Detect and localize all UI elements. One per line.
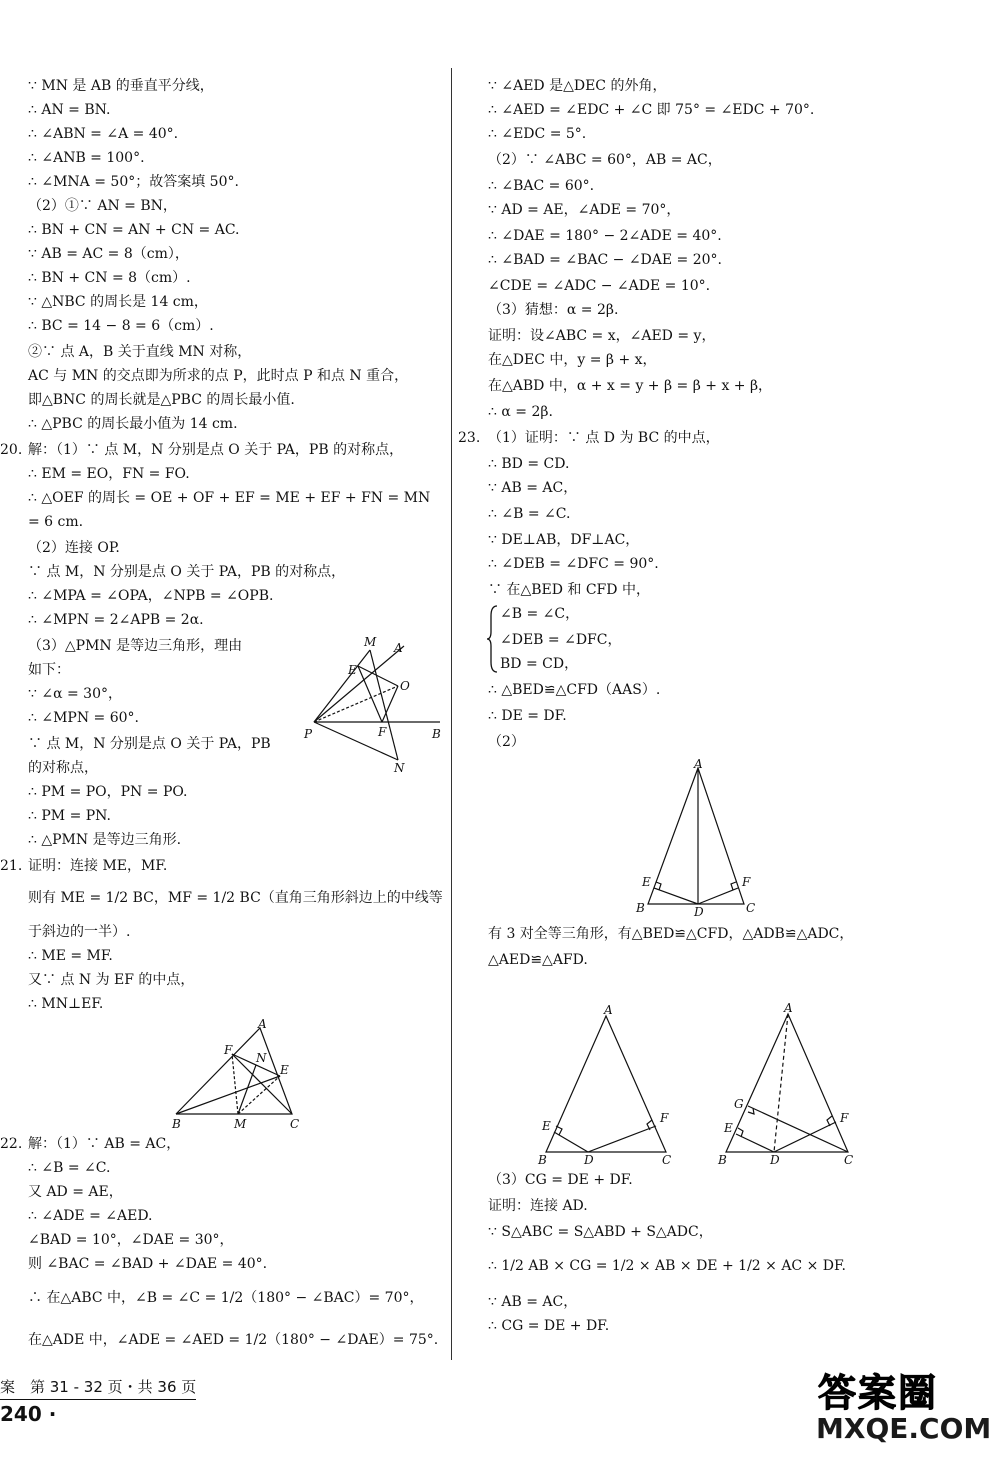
- text-line: （1）证明：∵ 点 D 为 BC 的中点，: [488, 430, 720, 446]
- text-line: ∵ 点 M，N 分别是点 O 关于 PA，PB 的对称点，: [28, 564, 346, 580]
- text-line: （2）①∵ AN = BN，: [28, 198, 177, 214]
- watermark-url: MXQE.COM: [816, 1412, 992, 1445]
- text-line: ∴ △PMN 是等边三角形.: [28, 832, 182, 848]
- fig23a-label: E: [642, 875, 651, 889]
- question-number: 20.: [0, 442, 23, 458]
- text-line: ∵ 在△BED 和 CFD 中，: [488, 582, 650, 598]
- text-line: ∴ ∠MPA = ∠OPA，∠NPB = ∠OPB.: [28, 588, 274, 604]
- text-line: ∴ BD = CD.: [488, 456, 570, 472]
- fig23a-label: C: [746, 901, 756, 915]
- question-number: 21.: [0, 858, 23, 874]
- fig20-label: N: [394, 761, 405, 775]
- text-line: ∴ MN⊥EF.: [28, 996, 104, 1012]
- text-line: ∴ ∠BAD = ∠BAC − ∠DAE = 20°.: [488, 252, 722, 268]
- text-line: 证明：连接 AD.: [488, 1198, 588, 1214]
- figure-q23-3: [712, 1000, 862, 1170]
- fig23a-label: B: [636, 901, 645, 915]
- text-line: ∵ ∠α = 30°，: [28, 686, 122, 702]
- watermark-logo: [814, 1362, 992, 1450]
- text-line: 在△ADE 中，∠ADE = ∠AED = 1/2（180° − ∠DAE）= 75°.: [28, 1332, 439, 1348]
- text-line: ∵ 点 M，N 分别是点 O 关于 PA，PB: [28, 736, 271, 752]
- fig23a-label: F: [742, 875, 751, 889]
- figure-q23-1: [630, 756, 766, 916]
- text-line: 则 ∠BAC = ∠BAD + ∠DAE = 40°.: [28, 1256, 268, 1272]
- text-line: ∴ ∠AED = ∠EDC + ∠C 即 75° = ∠EDC + 70°.: [488, 102, 815, 118]
- text-line: = 6 cm.: [28, 514, 84, 530]
- fig23a-label: A: [694, 757, 703, 771]
- text-line: ∴ ME = MF.: [28, 948, 113, 964]
- text-line: （3）△PMN 是等边三角形，理由: [28, 638, 243, 654]
- text-line: ∵ DE⊥AB，DF⊥AC，: [488, 532, 640, 548]
- fig20-label: O: [400, 679, 410, 693]
- text-line: 于斜边的一半）.: [28, 924, 131, 940]
- text-line: ∴ ∠MPN = 2∠APB = 2α.: [28, 612, 204, 628]
- fig20-label: F: [378, 725, 387, 739]
- text-line: ∴ ∠MNA = 50°；故答案填 50°.: [28, 174, 239, 190]
- fig20-label: E: [348, 663, 357, 677]
- fig21-label: E: [280, 1063, 289, 1077]
- text-line: （2）连接 OP.: [28, 540, 120, 556]
- text-line: ∴ △PBC 的周长最小值为 14 cm.: [28, 416, 238, 432]
- text-line: ∴ ∠B = ∠C.: [28, 1160, 111, 1176]
- text-line: ∴ 在△ABC 中，∠B = ∠C = 1/2（180° − ∠BAC）= 70°，: [28, 1290, 424, 1306]
- text-line: ∴ ∠DAE = 180° − 2∠ADE = 40°.: [488, 228, 722, 244]
- text-line: 解：（1）∵ 点 M，N 分别是点 O 关于 PA，PB 的对称点，: [28, 442, 404, 458]
- text-line: AC 与 MN 的交点即为所求的点 P，此时点 P 和点 N 重合，: [28, 368, 409, 384]
- text-line: ∴ ∠DEB = ∠DFC = 90°.: [488, 556, 659, 572]
- text-line: ∴ α = 2β.: [488, 404, 553, 420]
- text-line: ∴ ∠B = ∠C.: [488, 506, 571, 522]
- text-line: ∴ 1/2 AB × CG = 1/2 × AB × DE + 1/2 × AC × DF.: [488, 1258, 846, 1274]
- fig23c-label: E: [724, 1121, 733, 1135]
- text-line: 又∵ 点 N 为 EF 的中点，: [28, 972, 195, 988]
- fig23a-label: D: [694, 905, 704, 916]
- text-line: 解：（1）∵ AB = AC，: [28, 1136, 181, 1152]
- text-line: ∴ AN = BN.: [28, 102, 111, 118]
- fig21-label: N: [256, 1051, 267, 1065]
- text-line: ∴ PM = PN.: [28, 808, 111, 824]
- fig23b-label: A: [604, 1003, 613, 1017]
- fig20-label: B: [432, 727, 441, 741]
- text-line: 的对称点，: [28, 760, 98, 776]
- text-line: ∴ △BED≌△CFD（AAS）.: [488, 682, 661, 698]
- column-divider: [451, 68, 452, 1360]
- fig23c-label: D: [770, 1153, 780, 1167]
- text-line: （3）CG = DE + DF.: [488, 1172, 633, 1188]
- fig20-label: M: [364, 636, 377, 649]
- text-line: 则有 ME = 1/2 BC，MF = 1/2 BC（直角三角形斜边上的中线等: [28, 890, 443, 906]
- text-line: ∵ MN 是 AB 的垂直平分线，: [28, 78, 214, 94]
- text-line: BD = CD，: [500, 656, 579, 672]
- fig21-label: M: [234, 1117, 247, 1131]
- fig21-label: A: [258, 1017, 267, 1031]
- text-line: ∴ PM = PO，PN = PO.: [28, 784, 188, 800]
- fig23b-label: B: [538, 1153, 547, 1167]
- fig23b-label: F: [660, 1111, 669, 1125]
- text-line: ∠CDE = ∠ADC − ∠ADE = 10°.: [488, 278, 711, 294]
- text-line: ∠BAD = 10°，∠DAE = 30°，: [28, 1232, 234, 1248]
- text-line: ∠B = ∠C，: [500, 606, 580, 622]
- text-line: ∴ CG = DE + DF.: [488, 1318, 610, 1334]
- text-line: （2）: [488, 734, 525, 750]
- text-line: 在△DEC 中，y = β + x，: [488, 352, 657, 368]
- text-line: ∴ ∠EDC = 5°.: [488, 126, 587, 142]
- text-line: △AED≌△AFD.: [488, 952, 588, 968]
- text-line: ∵ S△ABC = S△ABD + S△ADC，: [488, 1224, 713, 1240]
- text-line: 有 3 对全等三角形，有△BED≌△CFD，△ADB≌△ADC，: [488, 926, 854, 942]
- text-line: ∴ ∠BAC = 60°.: [488, 178, 595, 194]
- text-line: ∵ △NBC 的周长是 14 cm，: [28, 294, 208, 310]
- fig21-label: C: [290, 1117, 300, 1131]
- page-number: 240 ·: [0, 1402, 57, 1426]
- figure-q21: [168, 1016, 308, 1132]
- text-line: ∴ DE = DF.: [488, 708, 567, 724]
- running-footer: 案 第 31 - 32 页・共 36 页: [0, 1376, 196, 1400]
- text-line: ②∵ 点 A，B 关于直线 MN 对称，: [28, 344, 252, 360]
- question-number: 23.: [458, 430, 481, 446]
- text-line: ∵ ∠AED 是△DEC 的外角，: [488, 78, 667, 94]
- text-line: ∴ EM = EO，FN = FO.: [28, 466, 190, 482]
- system-brace: [487, 604, 499, 674]
- watermark-title: 答案圈: [818, 1371, 939, 1415]
- text-line: 证明：设∠ABC = x，∠AED = y，: [488, 328, 716, 344]
- fig23b-label: C: [662, 1153, 672, 1167]
- fig23c-label: G: [734, 1097, 744, 1111]
- text-line: ∴ ∠ABN = ∠A = 40°.: [28, 126, 179, 142]
- text-line: ∵ AB = AC，: [488, 480, 578, 496]
- fig23b-label: D: [584, 1153, 594, 1167]
- fig23b-label: E: [542, 1119, 551, 1133]
- text-line: ∵ AB = AC = 8（cm），: [28, 246, 189, 262]
- text-line: ∴ ∠ADE = ∠AED.: [28, 1208, 153, 1224]
- fig20-label: A: [394, 641, 403, 655]
- text-line: ∵ AD = AE，∠ADE = 70°，: [488, 202, 681, 218]
- text-line: ∴ ∠ANB = 100°.: [28, 150, 145, 166]
- text-line: 即△BNC 的周长就是△PBC 的周长最小值.: [28, 392, 295, 408]
- text-line: （3）猜想：α = 2β.: [488, 302, 619, 318]
- question-number: 22.: [0, 1136, 23, 1152]
- text-line: （2）∵ ∠ABC = 60°，AB = AC，: [488, 152, 722, 168]
- text-line: ∠DEB = ∠DFC，: [500, 632, 622, 648]
- text-line: 在△ABD 中，α + x = y + β = β + x + β，: [488, 378, 773, 394]
- text-line: 如下：: [28, 662, 70, 678]
- fig23c-label: B: [718, 1153, 727, 1167]
- text-line: ∵ AB = AC，: [488, 1294, 578, 1310]
- text-line: ∴ △OEF 的周长 = OE + OF + EF = ME + EF + FN = MN: [28, 490, 431, 506]
- figure-q23-2: [534, 1000, 684, 1170]
- fig21-label: F: [224, 1043, 233, 1057]
- fig23c-label: A: [784, 1001, 793, 1015]
- fig20-label: P: [304, 727, 313, 741]
- fig21-label: B: [172, 1117, 181, 1131]
- text-line: ∴ BN + CN = 8（cm）.: [28, 270, 191, 286]
- text-line: 证明：连接 ME，MF.: [28, 858, 168, 874]
- text-line: ∴ ∠MPN = 60°.: [28, 710, 139, 726]
- fig23c-label: C: [844, 1153, 854, 1167]
- text-line: ∴ BC = 14 − 8 = 6（cm）.: [28, 318, 214, 334]
- text-line: 又 AD = AE，: [28, 1184, 123, 1200]
- fig23c-label: F: [840, 1111, 849, 1125]
- figure-q20: [298, 636, 448, 778]
- text-line: ∴ BN + CN = AN + CN = AC.: [28, 222, 240, 238]
